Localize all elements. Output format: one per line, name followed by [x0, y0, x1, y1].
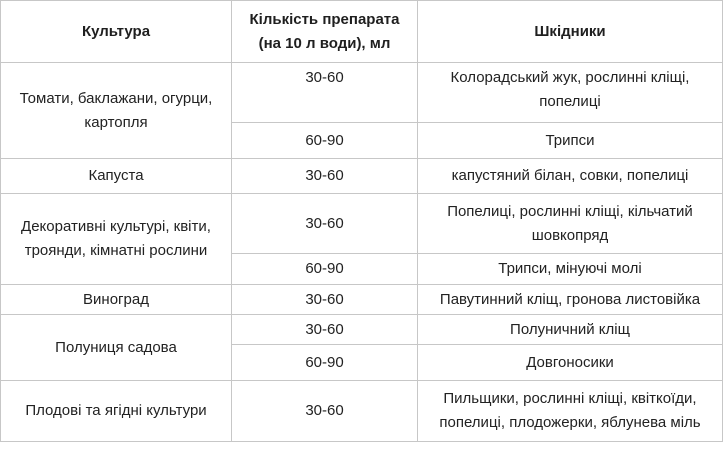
pests-line1: Попелиці, рослинні кліщі, кільчатий	[447, 202, 693, 220]
header-pests	[418, 1, 723, 63]
crop-cell	[1, 63, 232, 159]
table-row	[1, 285, 723, 315]
amount-value: 60-90	[305, 260, 344, 277]
pests-line1: Павутинний кліщ, гронова листовійка	[439, 290, 701, 308]
amount-value: 30-60	[305, 69, 344, 86]
amount-value: 30-60	[305, 167, 344, 184]
crop-line1: Виноград	[83, 290, 149, 308]
pests-line1: Трипси, мінуючі молі	[498, 260, 642, 277]
crop-cell	[1, 315, 232, 381]
table-row	[1, 159, 723, 194]
crop-cell	[1, 194, 232, 285]
amount-value: 60-90	[305, 131, 344, 149]
pests-line1: капустяний білан, совки, попелиці	[451, 167, 689, 184]
header-pests-label: Шкідники	[534, 22, 606, 40]
pests-cell	[418, 194, 723, 254]
header-amount-line2: (на 10 л води), мл	[258, 34, 391, 52]
table-row	[1, 194, 723, 254]
header-amount-line1: Кількість препарата	[249, 10, 400, 28]
amount-cell	[232, 315, 418, 345]
pests-line1: Пильщики, рослинні кліщі, квіткоїди,	[443, 390, 697, 407]
amount-cell	[232, 285, 418, 315]
pests-line2: попелиці, плодожерки, яблунева міль	[439, 414, 701, 431]
pests-line2: шовкопряд	[531, 226, 609, 244]
pests-cell	[418, 345, 723, 381]
amount-cell	[232, 159, 418, 194]
amount-value: 30-60	[305, 290, 344, 308]
pests-cell	[418, 285, 723, 315]
amount-value: 30-60	[305, 402, 344, 419]
crop-line1: Капуста	[88, 167, 144, 184]
pests-cell	[418, 123, 723, 159]
amount-cell	[232, 194, 418, 254]
crop-line1: Плодові та ягідні культури	[25, 402, 207, 419]
crop-line1: Томати, баклажани, огурци,	[19, 89, 213, 107]
pests-line1: Трипси	[545, 131, 595, 149]
crop-line2: картопля	[84, 113, 148, 131]
pests-cell	[418, 381, 723, 442]
table-row	[1, 381, 723, 442]
amount-cell	[232, 123, 418, 159]
table-row	[1, 63, 723, 123]
pests-line2: попелиці	[539, 93, 601, 110]
crop-line1: Полуниця садова	[55, 338, 177, 356]
pests-line1: Полуничний кліщ	[510, 321, 630, 338]
pests-cell	[418, 254, 723, 285]
table-row	[1, 315, 723, 345]
pests-line1: Довгоносики	[526, 353, 614, 371]
amount-value: 60-90	[305, 353, 344, 371]
amount-cell	[232, 381, 418, 442]
amount-cell	[232, 345, 418, 381]
pests-cell	[418, 159, 723, 194]
table-header-row	[1, 1, 723, 63]
amount-cell	[232, 254, 418, 285]
amount-value: 30-60	[305, 214, 344, 232]
pests-cell	[418, 315, 723, 345]
crop-cell	[1, 159, 232, 194]
amount-value: 30-60	[305, 321, 344, 338]
header-crop	[1, 1, 232, 63]
pests-cell	[418, 63, 723, 123]
header-amount	[232, 1, 418, 63]
crop-line2: троянди, кімнатні рослини	[24, 242, 208, 259]
pests-line1: Колорадський жук, рослинні кліщі,	[450, 69, 690, 86]
amount-cell	[232, 63, 418, 123]
crop-cell	[1, 381, 232, 442]
crop-line1: Декоративні культурі, квіти,	[21, 218, 211, 235]
header-crop-label: Культура	[81, 22, 151, 40]
crop-cell	[1, 285, 232, 315]
